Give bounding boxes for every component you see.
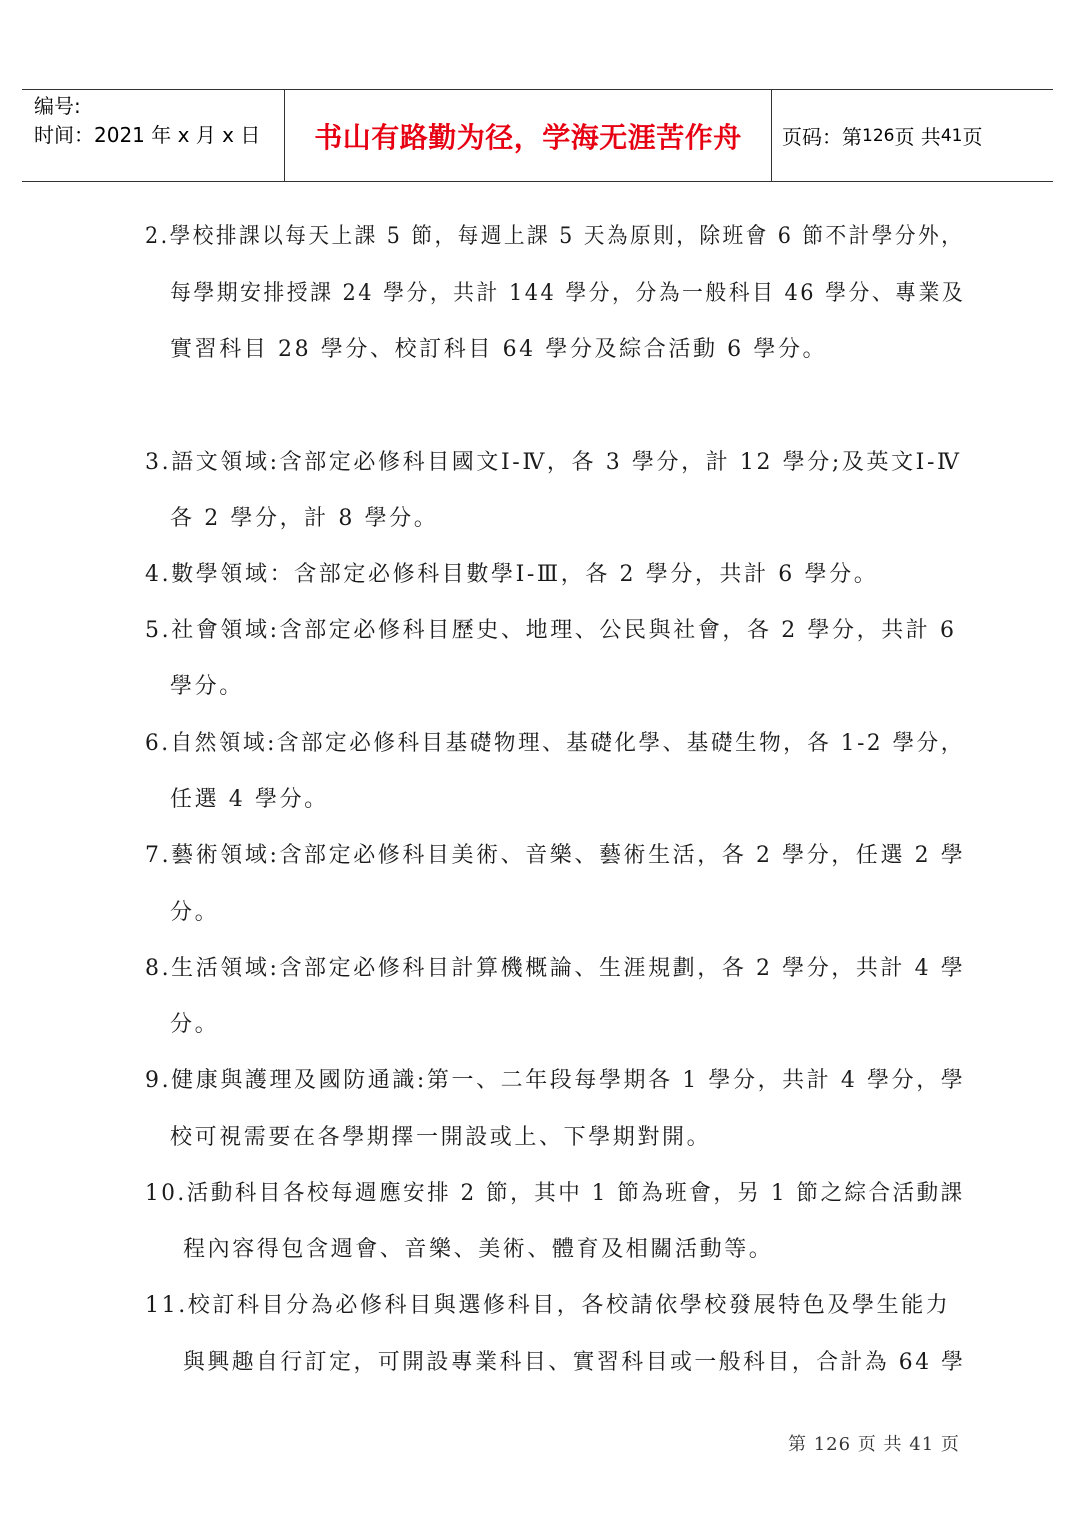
body-line: 5.社會領域:含部定必修科目歷史、地理、公民與社會，各 2 學分，共計 6: [145, 618, 957, 643]
body-line: 程內容得包含週會、音樂、美術、體育及相關活動等。: [183, 1237, 774, 1262]
body-line: 實習科目 28 學分、校訂科目 64 學分及綜合活動 6 學分。: [170, 337, 828, 362]
body-line: 分。: [170, 900, 220, 925]
header-meta: [34, 92, 284, 150]
page-header: [22, 89, 1053, 182]
number-label: 编号:: [34, 94, 81, 118]
body-line: 8.生活領域:含部定必修科目計算機概論、生涯規劃，各 2 學分，共計 4 學: [145, 956, 966, 981]
body-line: 分。: [170, 1012, 220, 1037]
body-line: 學分。: [170, 674, 244, 699]
page-total: 41: [940, 125, 963, 146]
body-line: 各 2 學分，計 8 學分。: [170, 506, 439, 531]
header-page-info: [782, 90, 982, 181]
body-line: 7.藝術領域:含部定必修科目美術、音樂、藝術生活，各 2 學分，任選 2 學: [145, 843, 966, 868]
body-line: 任選 4 學分。: [170, 787, 329, 812]
page-suffix: 页: [962, 125, 983, 149]
body-line: 校可視需要在各學期擇一開設或上、下學期對開。: [170, 1125, 712, 1150]
body-line: 3.語文領域:含部定必修科目國文Ⅰ-Ⅳ，各 3 學分，計 12 學分;及英文Ⅰ-Ⅳ: [145, 450, 962, 475]
body-line: 4.數學領域：含部定必修科目數學Ⅰ-Ⅲ，各 2 學分，共計 6 學分。: [145, 562, 879, 587]
page-middle: 页 共: [894, 125, 941, 149]
page-prefix: 页码：第: [782, 125, 862, 149]
header-divider: [771, 90, 772, 181]
body-line: 11.校訂科目分為必修科目與選修科目，各校請依學校發展特色及學生能力: [145, 1293, 951, 1318]
page-current: 126: [862, 125, 895, 146]
body-line: 9.健康與護理及國防通識:第一、二年段每學期各 1 學分，共計 4 學分，學: [145, 1068, 966, 1093]
date-label: 时间：2021 年 x 月 x 日: [34, 123, 261, 147]
body-line: 與興趣自行訂定，可開設專業科目、實習科目或一般科目，合計為 64 學: [183, 1350, 966, 1375]
body-line: 6.自然領域:含部定必修科目基礎物理、基礎化學、基礎生物，各 1-2 學分，: [145, 731, 965, 756]
body-line: 每學期安排授課 24 學分，共計 144 學分，分為一般科目 46 學分、專業及: [170, 281, 966, 306]
body-line: 2.學校排課以每天上課 5 節，每週上課 5 天為原則，除班會 6 節不計學分外，: [145, 224, 965, 249]
page-footer: 第 126 页 共 41 页: [788, 1434, 960, 1455]
header-slogan: 书山有路勤为径，学海无涯苦作舟: [314, 120, 742, 154]
body-line: 10.活動科目各校每週應安排 2 節，其中 1 節為班會，另 1 節之綜合活動課: [145, 1181, 965, 1206]
